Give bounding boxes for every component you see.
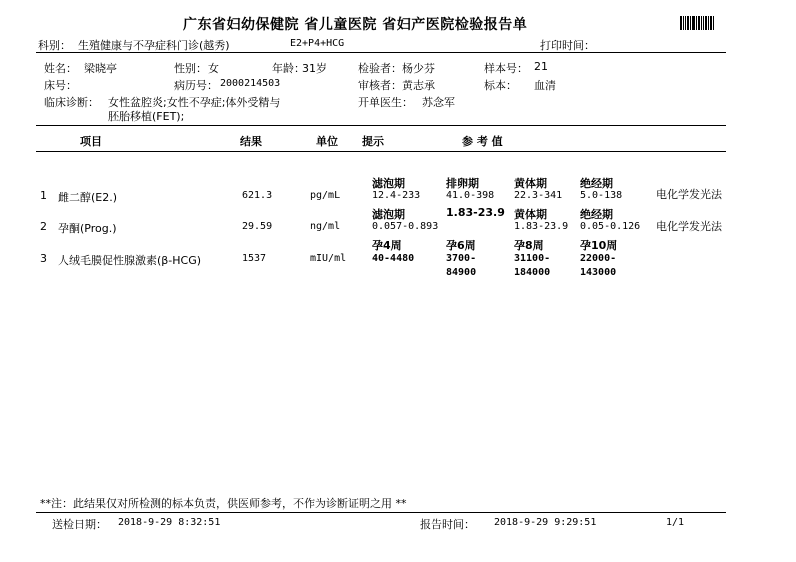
ref-value: 22.3-341 [514, 190, 563, 201]
test-unit: ng/ml [310, 221, 341, 232]
ref-value: 41.0-398 [446, 190, 495, 201]
name-label: 姓名： [44, 62, 77, 75]
barcode-icon [680, 16, 718, 30]
patient-age: 31岁 [302, 62, 327, 75]
ref-phase: 黄体期 [514, 208, 547, 221]
ref-value: 5.0-138 [580, 190, 623, 201]
bed-label: 床号： [44, 79, 77, 92]
header-item: 项目 [80, 135, 102, 148]
diagnosis-line-1: 女性盆腔炎;女性不孕症;体外受精与 [108, 96, 281, 109]
test-name: 孕酮(Prog.) [58, 222, 117, 235]
doctor-label: 开单医生： [358, 96, 413, 109]
disclaimer-note: **注：此结果仅对所检测的标本负责，供医师参考，不作为诊断证明之用 ** [40, 497, 407, 510]
page-number: 1/1 [666, 517, 685, 528]
ref-value: 12.4-233 [372, 190, 421, 201]
divider-table-top [36, 125, 726, 126]
row-number: 1 [40, 189, 47, 202]
header-hint: 提示 [362, 135, 384, 148]
tester-label: 检验者： [358, 62, 402, 75]
ref-phase: 孕6周 [446, 239, 476, 252]
ref-value: 3700- [446, 253, 477, 264]
doctor-name: 苏念军 [422, 96, 455, 109]
age-label: 年龄： [272, 62, 305, 75]
department-value: 生殖健康与不孕症科门诊(越秀) [78, 39, 230, 52]
test-unit: mIU/ml [310, 253, 347, 264]
ref-phase: 孕8周 [514, 239, 544, 252]
sample-number: 21 [534, 60, 548, 73]
ref-phase: 滤泡期 [372, 208, 405, 221]
sent-date-label: 送检日期： [52, 518, 107, 531]
reviewer-label: 审核者： [358, 79, 402, 92]
ref-phase: 绝经期 [580, 208, 613, 221]
tester-name: 杨少芬 [402, 62, 435, 75]
test-method: 电化学发光法 [656, 188, 722, 201]
specimen-type: 血清 [534, 79, 556, 92]
header-unit: 单位 [316, 135, 338, 148]
diagnosis-label: 临床诊断： [44, 96, 99, 109]
ref-phase: 排卵期 [446, 177, 479, 190]
test-result: 1537 [242, 253, 267, 264]
print-time-label: 打印时间： [540, 39, 595, 52]
sex-label: 性别： [174, 62, 207, 75]
specimen-label: 标本： [484, 79, 517, 92]
divider-top [36, 52, 726, 53]
test-name: 人绒毛膜促性腺激素(β-HCG) [58, 254, 202, 267]
ref-value: 0.05-0.126 [580, 221, 641, 232]
ref-value: 40-4480 [372, 253, 415, 264]
ref-phase: 1.83-23.9 [446, 206, 505, 219]
report-time: 2018-9-29 9:29:51 [494, 517, 597, 528]
ref-value: 84900 [446, 267, 477, 278]
record-number: 2000214503 [220, 78, 281, 89]
divider-footer [36, 512, 726, 513]
ref-value: 143000 [580, 267, 617, 278]
row-number: 2 [40, 220, 47, 233]
ref-phase: 黄体期 [514, 177, 547, 190]
test-code: E2+P4+HCG [290, 38, 345, 49]
header-result: 结果 [240, 135, 262, 148]
ref-phase: 绝经期 [580, 177, 613, 190]
test-result: 29.59 [242, 221, 273, 232]
ref-value: 1.83-23.9 [514, 221, 569, 232]
row-number: 3 [40, 252, 47, 265]
patient-sex: 女 [208, 62, 219, 75]
department-label: 科别： [38, 39, 71, 52]
header-reference: 参 考 值 [462, 135, 503, 148]
record-label: 病历号： [174, 79, 218, 92]
test-name: 雌二醇(E2.) [58, 191, 118, 204]
report-time-label: 报告时间： [420, 518, 475, 531]
sent-date: 2018-9-29 8:32:51 [118, 517, 221, 528]
divider-table-header [36, 151, 726, 152]
diagnosis-line-2: 胚胎移植(FET); [108, 110, 185, 123]
ref-value: 0.057-0.893 [372, 221, 439, 232]
ref-value: 184000 [514, 267, 551, 278]
ref-phase: 孕10周 [580, 239, 618, 252]
test-method: 电化学发光法 [656, 220, 722, 233]
test-unit: pg/mL [310, 190, 341, 201]
ref-value: 31100- [514, 253, 551, 264]
ref-value: 22000- [580, 253, 617, 264]
ref-phase: 孕4周 [372, 239, 402, 252]
test-result: 621.3 [242, 190, 273, 201]
report-title: 广东省妇幼保健院 省儿童医院 省妇产医院检验报告单 [183, 17, 528, 33]
ref-phase: 滤泡期 [372, 177, 405, 190]
reviewer-name: 黄志承 [402, 79, 435, 92]
patient-name: 梁晓亭 [84, 62, 117, 75]
sample-number-label: 样本号： [484, 62, 528, 75]
